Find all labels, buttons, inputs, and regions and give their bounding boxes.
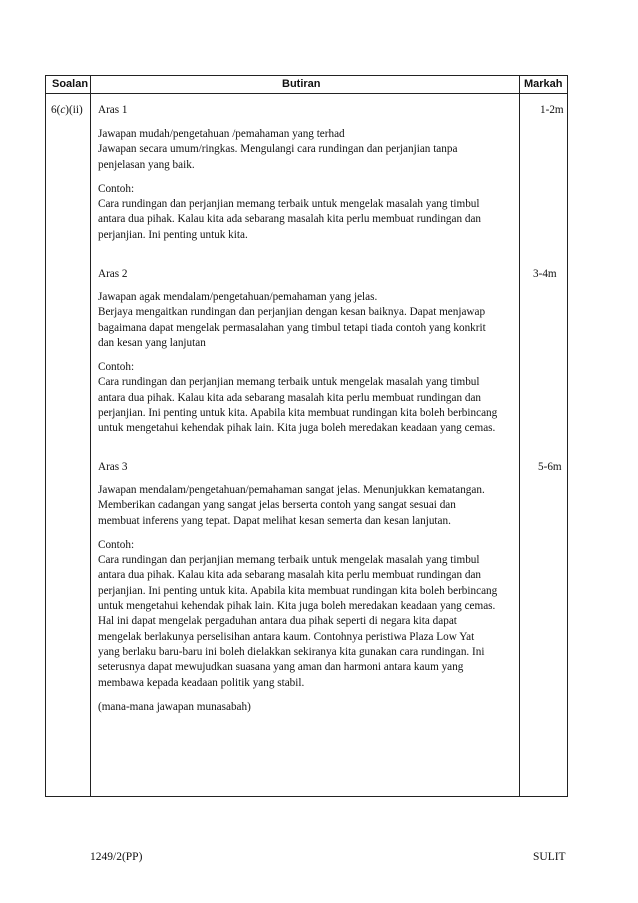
- example-line: perjanjian. Ini penting untuk kita. Apabila kita membuat rundingan kita boleh berbincang: [98, 407, 498, 420]
- example-line: Cara rundingan dan perjanjian memang terbaik untuk mengelak masalah yang timbul: [98, 376, 480, 389]
- table-header-row: [46, 76, 567, 94]
- level-1-marks: 1-2m: [540, 104, 564, 116]
- column-divider: [519, 76, 520, 796]
- description-line: membuat inferens yang tepat. Dapat melihat kesan semerta dan kesan lanjutan.: [98, 514, 451, 527]
- answer-note: (mana-mana jawapan munasabah): [98, 700, 251, 713]
- level-2-body: [98, 290, 518, 437]
- level-3-marks: 5-6m: [538, 461, 562, 473]
- level-1-title: Aras 1: [98, 104, 128, 116]
- example-line: untuk mengetahui kehendak pihak lain. Kita juga boleh meredakan keadaan yang cemas.: [98, 422, 496, 435]
- example-line: seterusnya dapat mewujudkan suasana yang aman dan harmoni antara kaum yang: [98, 661, 464, 674]
- example-label: Contoh:: [98, 538, 135, 551]
- description-line: Jawapan secara umum/ringkas. Mengulangi cara rundingan dan perjanjian tanpa: [98, 143, 458, 156]
- example-line: antara dua pihak. Kalau kita ada sebarang masalah kita perlu membuat rundingan dan: [98, 391, 482, 404]
- example-line: perjanjian. Ini penting untuk kita.: [98, 228, 248, 241]
- level-2-title: Aras 2: [98, 268, 128, 280]
- example-line: antara dua pihak. Kalau kita ada sebarang masalah kita perlu membuat rundingan dan: [98, 569, 482, 582]
- level-1-body: [98, 127, 518, 243]
- marking-scheme-table: [45, 75, 568, 797]
- example-line: antara dua pihak. Kalau kita ada sebarang masalah kita perlu membuat rundingan dan: [98, 213, 482, 226]
- description-line: Jawapan mudah/pengetahuan /pemahaman yang terhad: [98, 128, 345, 140]
- description-line: bagaimana dapat mengelak permasalahan yang timbul tetapi tiada contoh yang konkrit: [98, 321, 486, 334]
- description-line: dan kesan yang lanjutan: [98, 336, 206, 349]
- header-markah: Markah: [524, 78, 563, 90]
- example-label: Contoh:: [98, 182, 135, 195]
- level-3-body: [98, 483, 518, 715]
- level-3-title: Aras 3: [98, 461, 128, 473]
- example-line: Cara rundingan dan perjanjian memang terbaik untuk mengelak masalah yang timbul: [98, 554, 480, 567]
- example-line: mengelak berlakunya perselisihan antara kaum. Contohnya peristiwa Plaza Low Yat: [98, 630, 475, 643]
- example-line: membawa kepada keadaan politik yang stabil.: [98, 676, 305, 689]
- column-divider: [90, 76, 91, 796]
- example-line: Cara rundingan dan perjanjian memang terbaik untuk mengelak masalah yang timbul: [98, 198, 480, 211]
- description-line: penjelasan yang baik.: [98, 158, 195, 171]
- header-butiran: Butiran: [282, 78, 321, 90]
- example-line: yang berlaku baru-baru ini boleh dielakkan sekiranya kita gunakan cara rundingan. Ini: [98, 645, 485, 658]
- level-2-marks: 3-4m: [533, 268, 557, 280]
- example-line: perjanjian. Ini penting untuk kita. Apabila kita membuat rundingan kita boleh berbincang: [98, 584, 498, 597]
- description-line: Berjaya mengaitkan rundingan dan perjanjian dengan kesan baiknya. Dapat menjawap: [98, 306, 486, 319]
- question-number: 6(c)(ii): [51, 104, 83, 116]
- confidentiality-label: SULIT: [533, 851, 566, 863]
- description-line: Jawapan mendalam/pengetahuan/pemahaman sangat jelas. Menunjukkan kematangan.: [98, 484, 485, 496]
- description-line: Jawapan agak mendalam/pengetahuan/pemahaman yang jelas.: [98, 291, 378, 303]
- description-line: Memberikan cadangan yang sangat jelas berserta contoh yang sangat sesuai dan: [98, 499, 456, 512]
- header-soalan: Soalan: [52, 78, 89, 90]
- example-line: untuk mengetahui kehendak pihak lain. Kita juga boleh meredakan keadaan yang cemas.: [98, 600, 496, 613]
- paper-code: 1249/2(PP): [90, 851, 143, 863]
- example-label: Contoh:: [98, 361, 135, 374]
- example-line: Hal ini dapat mengelak pergaduhan antara dua pihak seperti di negara kita dapat: [98, 615, 457, 628]
